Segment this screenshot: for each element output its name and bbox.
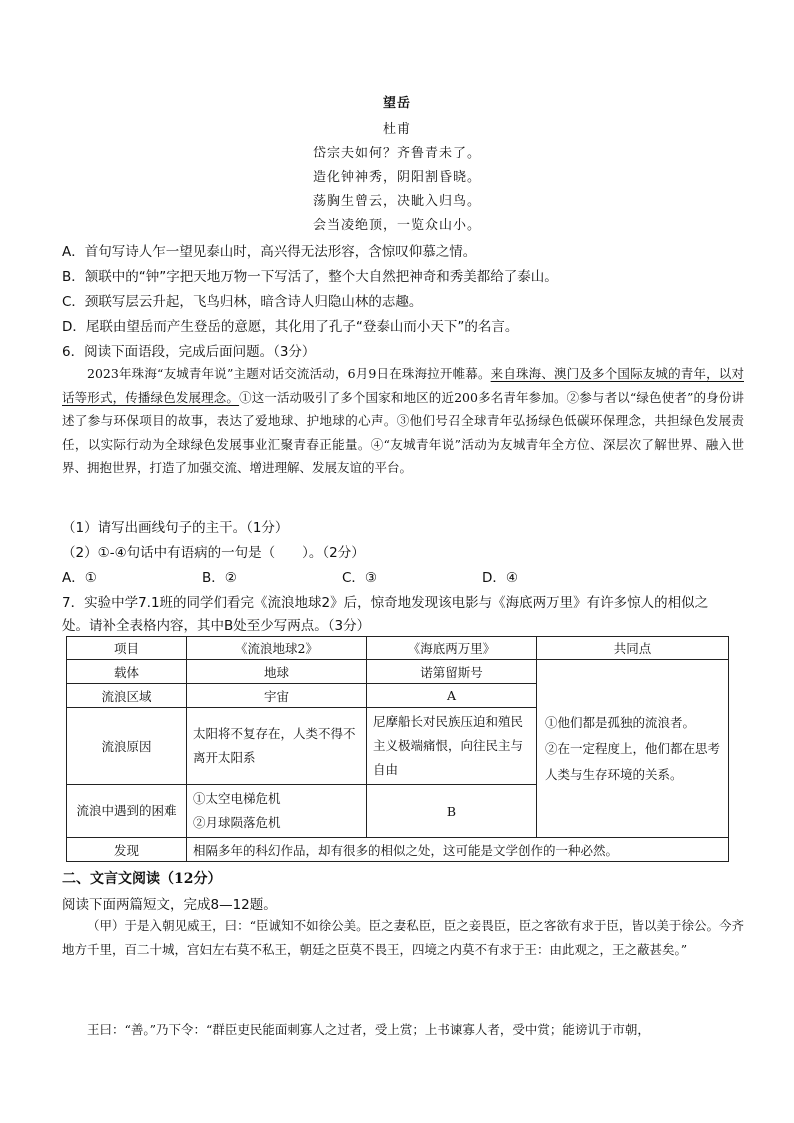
- section-instruction: 阅读下面两篇短文，完成8—12题。: [62, 897, 277, 913]
- poem-line: 会当凌绝顶，一览众山小。: [312, 218, 481, 233]
- q6-passage-intro: 2023年珠海“友城青年说”主题对话交流活动，6月9日在珠海拉开帷幕。: [87, 366, 491, 381]
- q5-option-d: D．尾联由望岳而产生登岳的意愿，其化用了孔子“登泰山而小天下”的名言。: [62, 319, 519, 335]
- table-cell: 诺第留斯号: [367, 660, 537, 684]
- q6-choice-b: B．②: [202, 570, 237, 586]
- table-cell: 发现: [67, 838, 187, 862]
- q7-heading-line2: 处。请补全表格内容，其中B处至少写两点。（3分）: [62, 618, 371, 634]
- q6-underlined-sentence: 来自珠海、澳门及多个国际友城的青年，以对话等形式，传播绿色发展理念。: [62, 366, 744, 405]
- q6-heading: 6．阅读下面语段，完成后面问题。（3分）: [62, 344, 316, 360]
- difficulty-item: ②月球陨落危机: [193, 815, 281, 830]
- table-cell: 尼摩船长对民族压迫和殖民主义极端痛恨，向往民主与自由: [367, 708, 537, 785]
- table-cell: [187, 785, 367, 838]
- q5-option-a: A．首句写诗人乍一望见泰山时，高兴得无法形容，含惊叹仰慕之情。: [62, 244, 477, 260]
- table-cell: 宇宙: [187, 684, 367, 708]
- poem-author: 杜甫: [382, 122, 411, 137]
- q5-option-b: B．颔联中的“钟”字把天地万物一下写活了，整个大自然把神奇和秀美都给了泰山。: [62, 269, 558, 285]
- table-cell: 流浪中遇到的困难: [67, 785, 187, 838]
- common-point-1: ①他们都是孤独的流浪者。: [545, 714, 696, 730]
- finding-cell: 相隔多年的科幻作品，却有很多的相似之处，这可能是文学创作的一种必然。: [187, 838, 729, 862]
- poem-title: 望岳: [382, 96, 411, 111]
- table-cell: 流浪区域: [67, 684, 187, 708]
- table-header-cell: 《海底两万里》: [367, 637, 537, 660]
- table-cell: 流浪原因: [67, 708, 187, 785]
- poem-line: 荡胸生曾云，决眦入归鸟。: [312, 194, 481, 209]
- q6-choices: [62, 566, 742, 586]
- comparison-table: [66, 636, 729, 862]
- q6-passage: [62, 362, 744, 480]
- poem-line: 岱宗夫如何？齐鲁青未了。: [312, 146, 481, 161]
- classical-paragraph: 王曰：“善。”乃下令：“群臣吏民能面刺寡人之过者，受上赏；上书谏寡人者，受中赏；能谤讥于市朝，: [87, 1022, 650, 1037]
- q7-heading-line1: 7．实验中学7.1班的同学们看完《流浪地球2》后，惊奇地发现该电影与《海底两万里》有许多惊人的相似之: [62, 595, 709, 611]
- q6-choice-c: C．③: [342, 570, 378, 586]
- table-header-cell: 项目: [67, 637, 187, 660]
- difficulty-item: ①太空电梯危机: [193, 791, 281, 806]
- common-point-2: ②在一定程度上，他们都在思考人类与生存环境的关系。: [545, 740, 721, 782]
- q6-choice-a: A．①: [62, 570, 97, 586]
- table-cell: 太阳将不复存在，人类不得不离开太阳系: [187, 708, 367, 785]
- poem-line: 造化钟神秀，阴阳割昏晓。: [312, 170, 481, 185]
- table-row: [67, 838, 729, 862]
- classical-text-a: [62, 914, 744, 962]
- q6-passage-body: ①这一活动吸引了多个国家和地区的近200多名青年参加。②参与者以“绿色使者”的身份讲述了参与环保项目的故事，表达了爱地球、护地球的心声。③他们号召全球青年弘扬绿色低碳环保理念，共担绿色发展责任，以实际行动为全球绿色发展事业汇聚青春正能量。④“友城青年说”活动为友城青年全方位、深层次了解世界、融入世界、拥抱世界，打造了加强交流、增进理解、发展友谊的平台。: [62, 389, 744, 475]
- table-cell: 地球: [187, 660, 367, 684]
- common-points-cell: [537, 660, 729, 838]
- table-header-row: [67, 637, 729, 660]
- q6-sub1: （1）请写出画线句子的主干。（1分）: [62, 520, 289, 536]
- classical-paragraph: （甲）于是入朝见威王，曰：“臣诚知不如徐公美。臣之妻私臣，臣之妾畏臣，臣之客欲有求于臣，皆以美于徐公。今齐地方千里，百二十城，宫妇左右莫不私王，朝廷之臣莫不畏王，四境之内莫不有求于王：由此观之，王之蔽甚矣。”: [62, 918, 744, 957]
- q5-option-c: C．颈联写层云升起，飞鸟归林，暗含诗人归隐山林的志趣。: [62, 294, 423, 310]
- table-row: [67, 660, 729, 684]
- table-cell: 载体: [67, 660, 187, 684]
- q6-sub2: （2）①-④句话中有语病的一句是（ ）。（2分）: [62, 545, 365, 561]
- table-header-cell: 共同点: [537, 637, 729, 660]
- q6-choice-d: D．④: [482, 570, 518, 586]
- answer-blank-b: B: [367, 785, 537, 838]
- classical-text-b: [62, 1018, 744, 1042]
- answer-blank-a: A: [367, 684, 537, 708]
- table-header-cell: 《流浪地球2》: [187, 637, 367, 660]
- section-title: 二、文言文阅读（12分）: [62, 871, 222, 887]
